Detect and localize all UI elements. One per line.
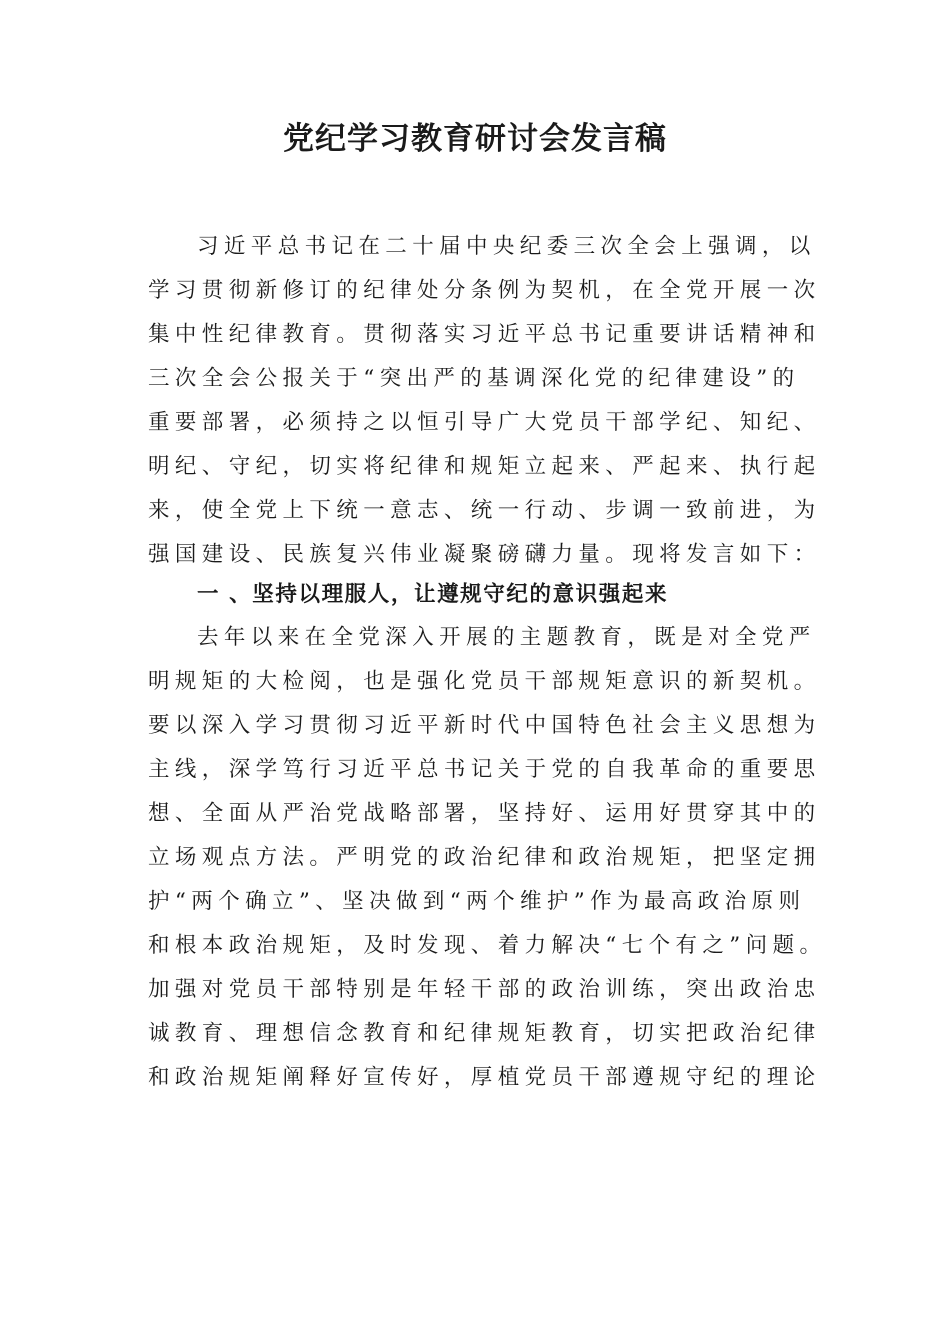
document-title: 党纪学习教育研讨会发言稿 <box>283 121 667 157</box>
paragraph-2-line-6: 立场观点方法。严明党的政治纪律和政治规矩，把坚定拥 <box>148 845 821 870</box>
section-1-heading: 一 、坚持以理服人，让遵规守纪的意识强起来 <box>197 582 669 607</box>
paragraph-2-line-4: 主线，深学笃行习近平总书记关于党的自我革命的重要思 <box>148 757 821 782</box>
paragraph-2-line-1: 去年以来在全党深入开展的主题教育，既是对全党严 <box>197 625 816 650</box>
paragraph-1-line-3: 集中性纪律教育。贯彻落实习近平总书记重要讲话精神和 <box>148 322 821 347</box>
paragraph-2-line-10: 诚教育、理想信念教育和纪律规矩教育，切实把政治纪律 <box>148 1021 821 1046</box>
paragraph-2-line-8: 和根本政治规矩，及时发现、着力解决“七个有之”问题。 <box>148 933 827 958</box>
paragraph-1-line-5: 重要部署，必须持之以恒引导广大党员干部学纪、知纪、 <box>148 410 821 435</box>
paragraph-2-line-5: 想、全面从严治党战略部署，坚持好、运用好贯穿其中的 <box>148 801 821 826</box>
paragraph-2-line-3: 要以深入学习贯彻习近平新时代中国特色社会主义思想为 <box>148 713 821 738</box>
paragraph-2-line-7: 护“两个确立”、坚决做到“两个维护”作为最高政治原则 <box>148 889 806 914</box>
paragraph-1-line-1: 习近平总书记在二十届中央纪委三次全会上强调，以 <box>197 234 816 259</box>
paragraph-2-line-11: 和政治规矩阐释好宣传好，厚植党员干部遵规守纪的理论 <box>148 1065 821 1090</box>
paragraph-1-line-2: 学习贯彻新修订的纪律处分条例为契机，在全党开展一次 <box>148 278 821 303</box>
paragraph-1-line-7: 来，使全党上下统一意志、统一行动、步调一致前进，为 <box>148 498 821 523</box>
paragraph-1-line-6: 明纪、守纪，切实将纪律和规矩立起来、严起来、执行起 <box>148 454 821 479</box>
paragraph-1-line-8: 强国建设、民族复兴伟业凝聚磅礴力量。现将发言如下： <box>148 542 821 567</box>
paragraph-2-line-2: 明规矩的大检阅，也是强化党员干部规矩意识的新契机。 <box>148 669 821 694</box>
paragraph-2-line-9: 加强对党员干部特别是年轻干部的政治训练，突出政治忠 <box>148 977 821 1002</box>
paragraph-1-line-4: 三次全会公报关于“突出严的基调深化党的纪律建设”的 <box>148 366 800 391</box>
